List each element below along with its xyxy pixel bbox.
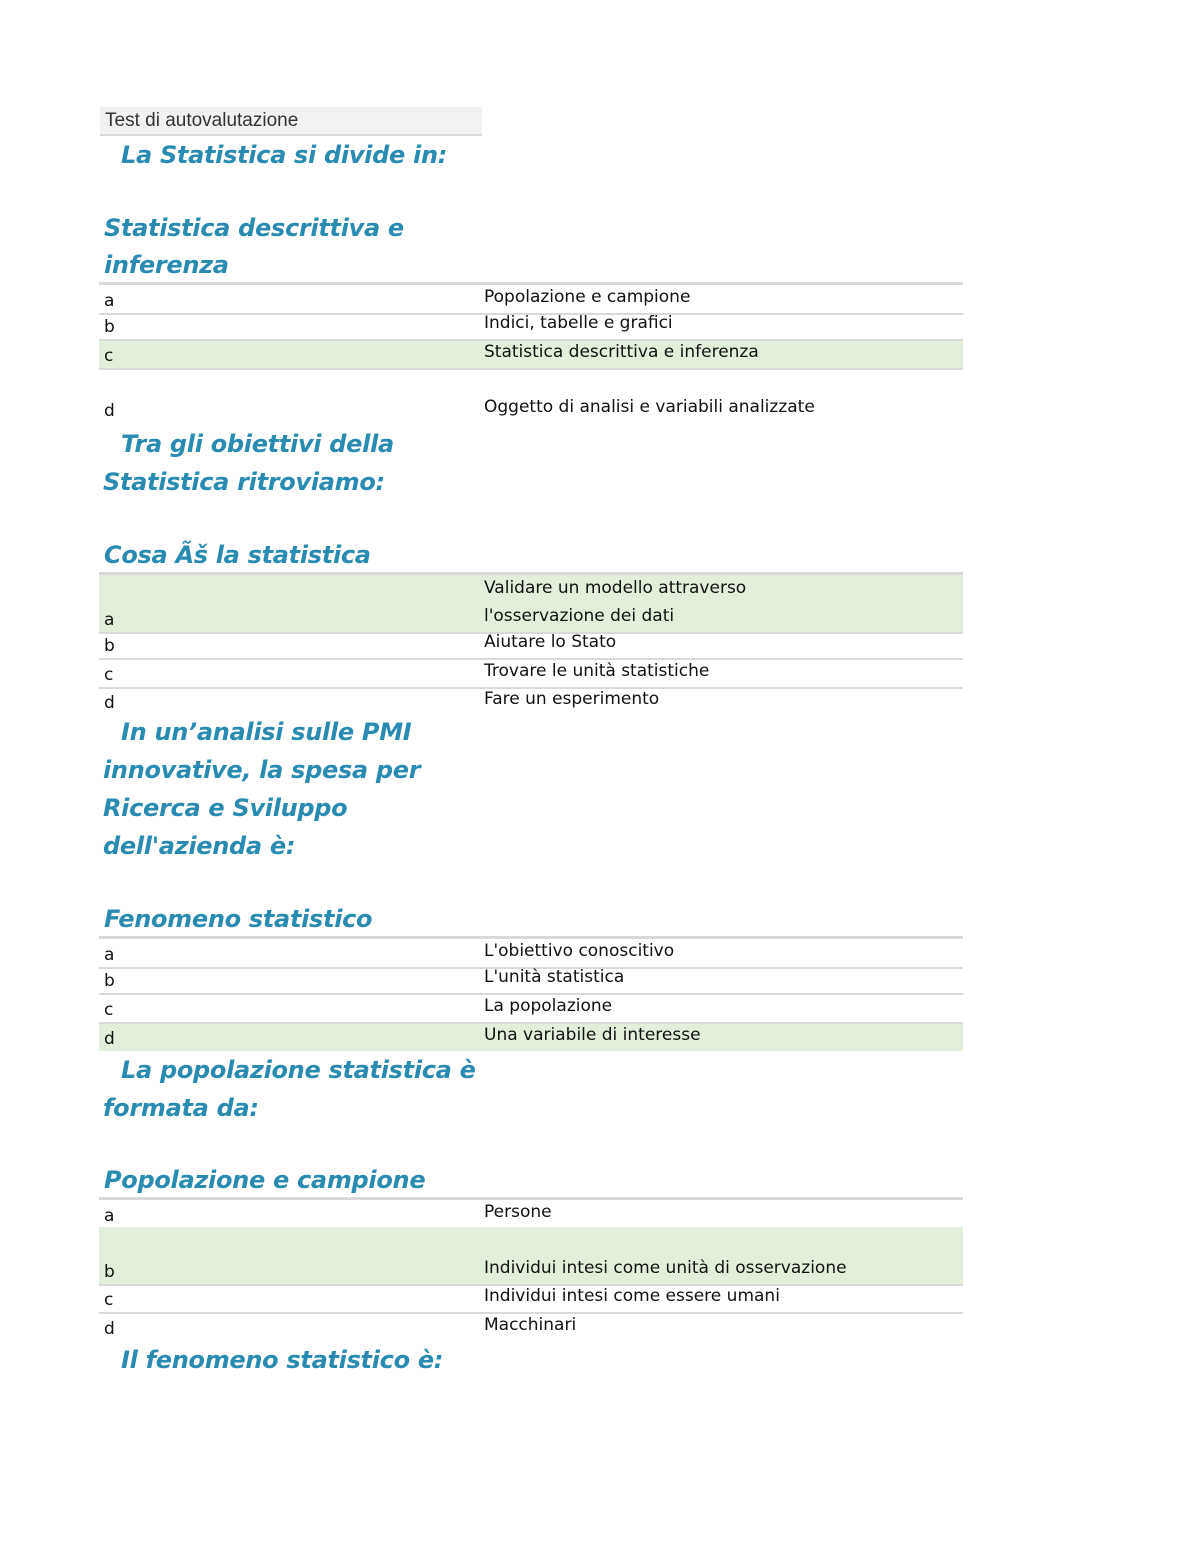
question-2-answer-line-1: Cosa Ãš la statistica [104, 541, 371, 569]
question-4-line-1: La popolazione statistica è [121, 1056, 476, 1084]
q3-option-c-text: La popolazione [484, 996, 613, 1016]
q3-option-a-text: L'obiettivo conoscitivo [484, 941, 675, 961]
q4-option-c-text: Individui intesi come essere umani [484, 1286, 780, 1306]
q4-option-c-letter: c [104, 1290, 114, 1310]
q1-option-b-letter: b [104, 317, 115, 337]
q1-option-c-text: Statistica descrittiva e inferenza [484, 342, 759, 362]
q2-option-d [99, 689, 963, 715]
question-3-answer [104, 901, 484, 938]
q2-option-b [99, 631, 963, 660]
q4-option-d-letter: d [104, 1319, 115, 1339]
q3-option-c-letter: c [104, 1000, 114, 1020]
q1-option-c-letter: c [104, 346, 114, 366]
question-3-line-2: innovative, la spesa per [103, 756, 421, 784]
question-4 [103, 1051, 483, 1127]
q3-option-d-letter: d [104, 1029, 115, 1049]
q4-option-c [99, 1286, 963, 1314]
question-3-answer-line-1: Fenomeno statistico [104, 905, 373, 933]
q2-option-c-letter: c [104, 665, 114, 685]
q3-option-c [99, 995, 963, 1024]
q1-option-a-letter: a [104, 291, 115, 311]
q2-option-b-text: Aiutare lo Stato [484, 632, 617, 652]
question-5-line-1: Il fenomeno statistico è: [121, 1346, 444, 1374]
q4-option-a-letter: a [104, 1206, 115, 1226]
q1-option-b [99, 313, 963, 341]
question-4-line-2: formata da: [103, 1094, 259, 1122]
q4-option-b-letter: b [104, 1262, 115, 1282]
question-2 [103, 425, 483, 501]
q4-option-d [99, 1314, 963, 1341]
q4-option-a [99, 1197, 963, 1230]
question-4-answer-line-1: Popolazione e campione [104, 1166, 426, 1194]
q3-option-b [99, 966, 963, 995]
question-2-line-1: Tra gli obiettivi della [121, 430, 394, 458]
question-3-line-3: Ricerca e Sviluppo [103, 794, 348, 822]
q2-option-a [99, 572, 963, 634]
q4-option-a-text: Persone [484, 1202, 552, 1222]
q2-option-c-text: Trovare le unità statistiche [484, 661, 710, 681]
q2-option-b-letter: b [104, 636, 115, 656]
q1-option-b-text: Indici, tabelle e grafici [484, 313, 673, 333]
question-3 [103, 713, 483, 865]
q3-option-d-text: Una variabile di interesse [484, 1025, 701, 1045]
q2-option-a-text [484, 574, 954, 630]
q3-option-d [99, 1024, 963, 1051]
q1-option-a-text: Popolazione e campione [484, 287, 691, 307]
q4-option-b [99, 1227, 963, 1286]
question-3-line-4: dell'azienda è: [103, 832, 296, 860]
q1-option-c [99, 341, 963, 370]
q3-option-b-letter: b [104, 971, 115, 991]
q2-option-d-text: Fare un esperimento [484, 689, 660, 709]
q1-option-d [99, 370, 963, 423]
question-1 [103, 136, 483, 174]
q4-option-b-text: Individui intesi come unità di osservazione [484, 1258, 847, 1278]
q3-option-b-text: L'unità statistica [484, 967, 625, 987]
q4-option-d-text: Macchinari [484, 1315, 577, 1335]
question-1-answer-line-1: Statistica descrittiva e [104, 214, 404, 242]
question-2-line-2: Statistica ritroviamo: [103, 468, 385, 496]
q2-option-d-letter: d [104, 693, 115, 713]
question-1-answer-line-2: inferenza [104, 251, 229, 279]
question-1-answer [104, 210, 484, 284]
document-title: Test di autovalutazione [100, 107, 482, 136]
q1-option-d-letter: d [104, 401, 115, 421]
q1-option-d-text: Oggetto di analisi e variabili analizzate [484, 397, 815, 417]
question-5 [103, 1341, 483, 1379]
question-3-line-1: In un’analisi sulle PMI [121, 718, 412, 746]
q2-option-a-text-line-2: l'osservazione dei dati [484, 606, 675, 626]
question-2-answer [104, 537, 484, 574]
q2-option-a-text-line-1: Validare un modello attraverso [484, 578, 747, 598]
question-1-line-1: La Statistica si divide in: [121, 141, 448, 169]
question-4-answer [104, 1162, 484, 1199]
q2-option-a-letter: a [104, 610, 115, 630]
q3-option-a-letter: a [104, 945, 115, 965]
